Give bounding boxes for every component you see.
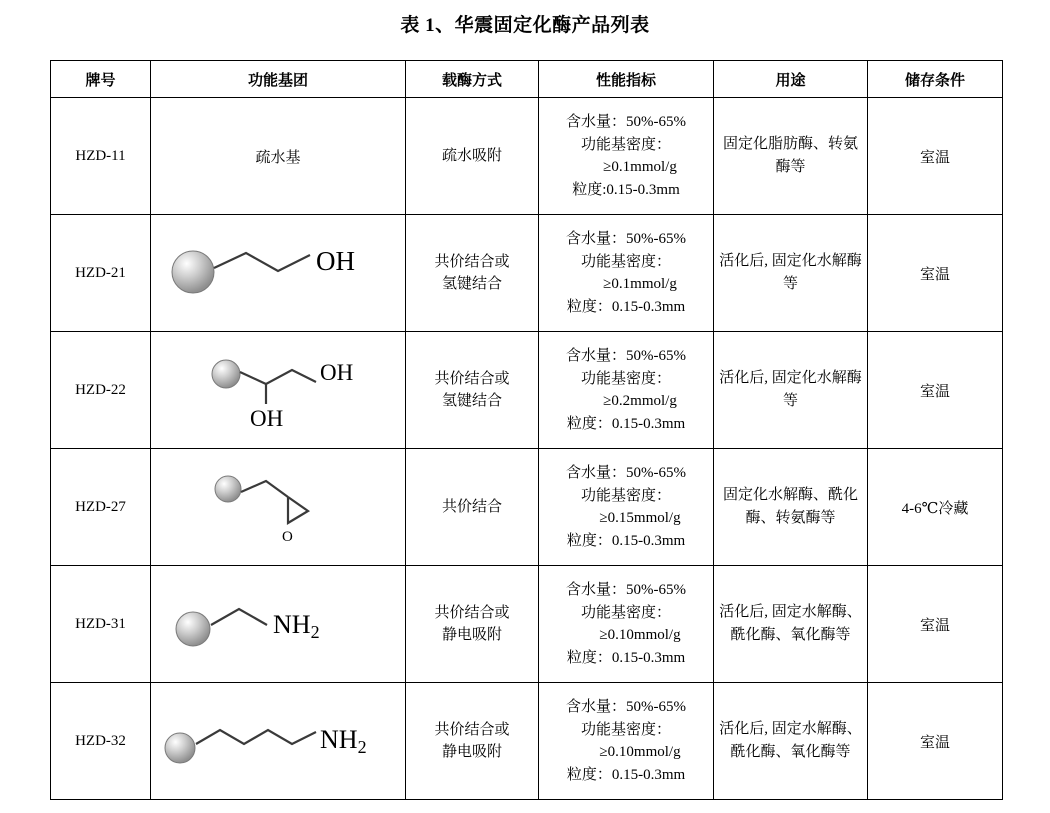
cell-functional-group [151, 332, 406, 449]
molecule-svg [168, 467, 388, 547]
perf-line: 含水量：50%-65% [566, 465, 686, 481]
cell-binding-mode: 共价结合 [406, 449, 539, 566]
perf-line: 粒度：0.15-0.3mm [566, 766, 686, 783]
svg-text:OH: OH [320, 360, 354, 385]
molecule-svg [168, 350, 388, 430]
cell-brand: HZD-27 [51, 449, 151, 566]
cell-functional-group [151, 98, 406, 215]
cell-binding-mode: 共价结合或 氢键结合 [406, 215, 539, 332]
product-table [50, 60, 1003, 800]
perf-line: 粒度：0.15-0.3mm [566, 415, 686, 432]
cell-brand: HZD-31 [51, 566, 151, 683]
column-header-usage: 用途 [714, 61, 868, 98]
molecule-svg [158, 706, 398, 776]
perf-line: ≥0.10mmol/g [599, 744, 681, 760]
molecule-svg [168, 238, 388, 308]
table-body [51, 98, 1003, 800]
svg-text:NH2: NH2 [320, 725, 367, 757]
perf-line: ≥0.2mmol/g [603, 393, 677, 409]
column-header-storage: 储存条件 [868, 61, 1003, 98]
perf-line: 含水量：50%-65% [566, 699, 686, 715]
perf-line: 粒度：0.15-0.3mm [566, 532, 686, 549]
cell-functional-group [151, 566, 406, 683]
cell-storage: 室温 [868, 215, 1003, 332]
cell-performance [539, 215, 714, 332]
table-row [51, 683, 1003, 800]
cell-functional-group [151, 683, 406, 800]
product-table-container [50, 60, 1002, 800]
cell-performance [539, 332, 714, 449]
cell-performance [539, 683, 714, 800]
cell-functional-group [151, 215, 406, 332]
cell-storage: 室温 [868, 566, 1003, 683]
cell-storage: 室温 [868, 98, 1003, 215]
column-header-performance: 性能指标 [539, 61, 714, 98]
column-header-functional-group: 功能基团 [151, 61, 406, 98]
cell-binding-mode: 共价结合或 静电吸附 [406, 566, 539, 683]
molecule-svg [163, 589, 393, 659]
structure-diagram-amine-long [155, 687, 401, 795]
group-label: 疏水基 [255, 149, 301, 166]
page-title: 表 1、华震固定化酶产品列表 [400, 15, 650, 36]
svg-text:NH2: NH2 [273, 610, 320, 642]
cell-usage: 活化后, 固定水解酶、酰化酶、氧化酶等 [714, 683, 868, 800]
table-row [51, 566, 1003, 683]
svg-text:O: O [282, 529, 293, 545]
svg-text:OH: OH [250, 406, 284, 430]
cell-usage: 活化后, 固定化水解酶等 [714, 332, 868, 449]
cell-brand: HZD-11 [51, 98, 151, 215]
perf-line: 功能基密度： [580, 136, 671, 153]
cell-functional-group [151, 449, 406, 566]
perf-line: 功能基密度： [580, 487, 671, 504]
table-row [51, 98, 1003, 215]
cell-brand: HZD-32 [51, 683, 151, 800]
perf-line: 含水量：50%-65% [566, 114, 686, 130]
functional-group-text [155, 102, 401, 210]
cell-usage: 固定化脂肪酶、转氨酶等 [714, 98, 868, 215]
table-header [51, 61, 1003, 98]
structure-diagram-amine-short [155, 570, 401, 678]
perf-line: 粒度：0.15-0.3mm [566, 649, 686, 666]
perf-line: 粒度:0.15-0.3mm [572, 181, 680, 198]
structure-diagram-diol [155, 336, 401, 444]
perf-line: 功能基密度： [580, 604, 671, 621]
cell-storage: 4-6℃冷藏 [868, 449, 1003, 566]
cell-storage: 室温 [868, 683, 1003, 800]
structure-diagram-oh-propyl [155, 219, 401, 327]
perf-line: 粒度：0.15-0.3mm [566, 298, 686, 315]
column-header-brand: 牌号 [51, 61, 151, 98]
column-header-binding-mode: 载酶方式 [406, 61, 539, 98]
perf-line: ≥0.1mmol/g [603, 159, 677, 175]
perf-line: 功能基密度： [580, 253, 671, 270]
perf-line: 含水量：50%-65% [566, 231, 686, 247]
table-row [51, 449, 1003, 566]
cell-binding-mode: 共价结合或 静电吸附 [406, 683, 539, 800]
svg-text:OH: OH [316, 246, 355, 276]
cell-performance [539, 566, 714, 683]
table-row [51, 215, 1003, 332]
perf-line: ≥0.15mmol/g [599, 510, 681, 526]
cell-performance [539, 449, 714, 566]
perf-line: 含水量：50%-65% [566, 582, 686, 598]
structure-diagram-epoxide [155, 453, 401, 561]
perf-line: ≥0.10mmol/g [599, 627, 681, 643]
cell-binding-mode: 共价结合或 氢键结合 [406, 332, 539, 449]
cell-usage: 活化后, 固定水解酶、酰化酶、氧化酶等 [714, 566, 868, 683]
perf-line: 含水量：50%-65% [566, 348, 686, 364]
cell-brand: HZD-21 [51, 215, 151, 332]
cell-usage: 固定化水解酶、酰化酶、转氨酶等 [714, 449, 868, 566]
perf-line: 功能基密度： [580, 721, 671, 738]
table-header-row [51, 61, 1003, 98]
cell-binding-mode: 疏水吸附 [406, 98, 539, 215]
cell-brand: HZD-22 [51, 332, 151, 449]
table-row [51, 332, 1003, 449]
perf-line: ≥0.1mmol/g [603, 276, 677, 292]
cell-usage: 活化后, 固定化水解酶等 [714, 215, 868, 332]
perf-line: 功能基密度： [580, 370, 671, 387]
cell-performance [539, 98, 714, 215]
cell-storage: 室温 [868, 332, 1003, 449]
